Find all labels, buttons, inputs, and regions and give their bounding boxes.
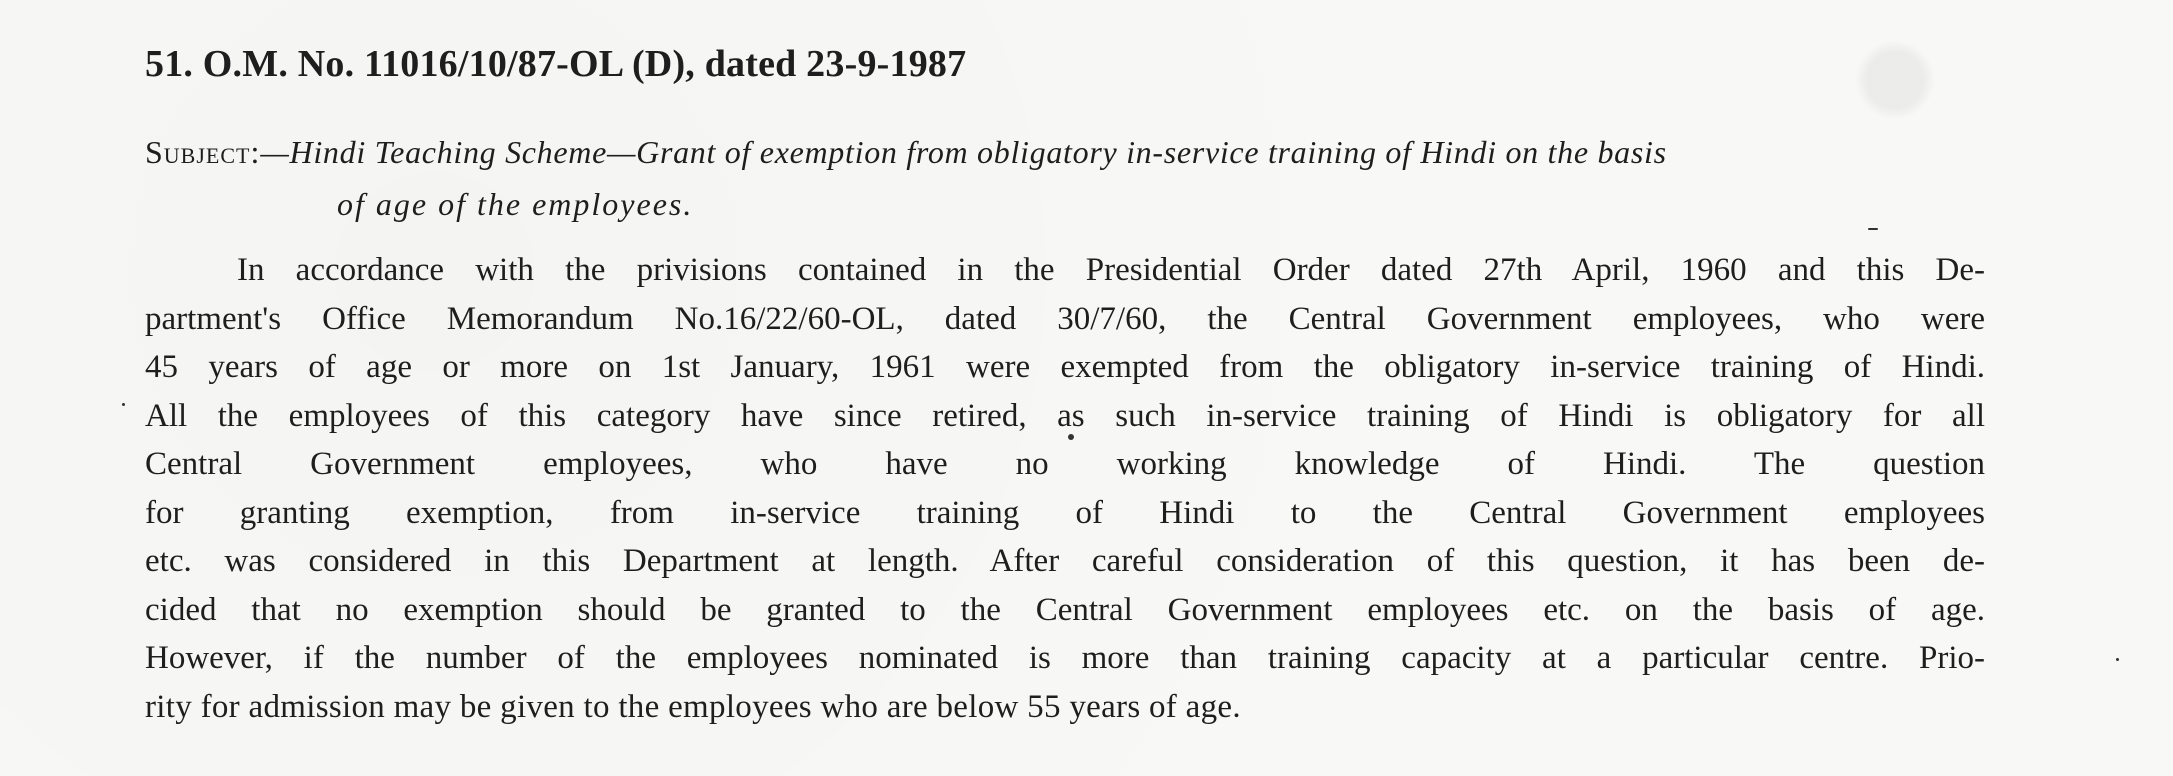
body-line: Central Government employees, who have no working knowledge of Hindi. The question <box>145 446 1985 482</box>
subject-label: Subject: <box>145 134 261 170</box>
body-line: for granting exemption, from in-service training of Hindi to the Central Government employees <box>145 494 1985 531</box>
subject-text-line-1: —Hindi Teaching Scheme—Grant of exemption from obligatory in-service training of Hindi on the basis <box>260 134 1667 170</box>
body-line: partment's Office Memorandum No.16/22/60-OL, dated 30/7/60, the Central Government employees, who were <box>145 300 1985 337</box>
body-line: rity for admission may be given to the employees who are below 55 years of age. <box>145 688 1241 725</box>
body-line: 45 years of age or more on 1st January, 1961 were exempted from the obligatory in-service training of Hindi. <box>145 349 1985 385</box>
body-line: In accordance with the privisions contained in the Presidential Order dated 27th April, 1960 and this De- <box>237 252 1985 288</box>
office-memorandum-heading: 51. O.M. No. 11016/10/87-OL (D), dated 23-9-1987 <box>145 43 967 85</box>
scan-speck <box>2116 658 2119 661</box>
scan-speck <box>1068 434 1074 440</box>
body-line: All the employees of this category have since retired, as such in-service training of Hindi is obligatory for all <box>145 397 1985 434</box>
body-line: etc. was considered in this Department at length. After careful consideration of this question, it has been de- <box>145 543 1985 579</box>
scan-speck <box>1868 228 1878 230</box>
subject-text-line-2: of age of the employees. <box>337 186 694 222</box>
memorandum-body-paragraph <box>145 246 1985 731</box>
body-line: However, if the number of the employees nominated is more than training capacity at a particular centre. Prio- <box>145 640 1985 676</box>
subject-block <box>145 126 1985 230</box>
body-line: cided that no exemption should be granted to the Central Government employees etc. on the basis of age. <box>145 591 1985 628</box>
scan-speck <box>122 403 125 406</box>
